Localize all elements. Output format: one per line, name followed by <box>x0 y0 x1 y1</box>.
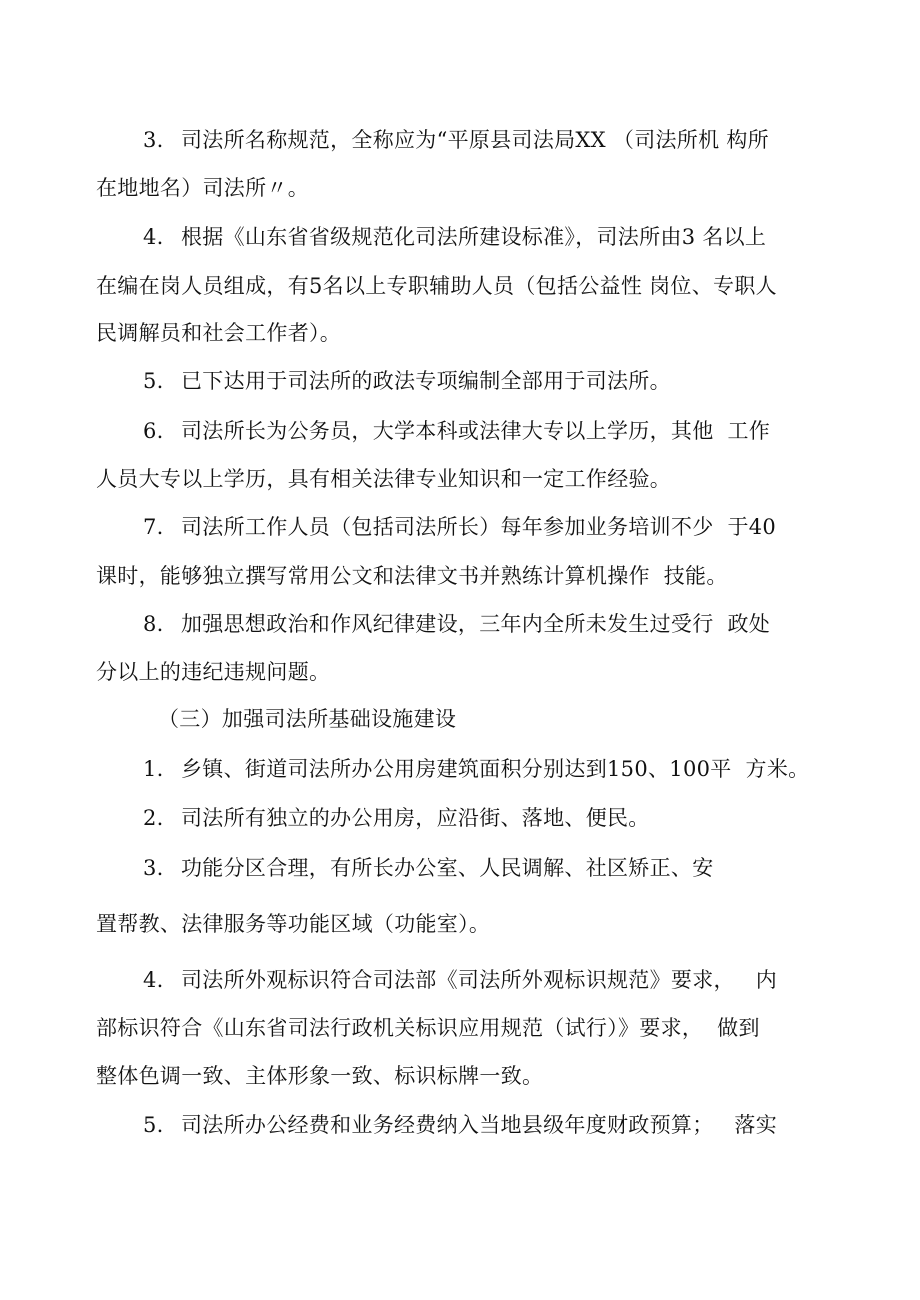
item-number: 4. <box>143 225 164 249</box>
item-number: 4. <box>143 968 164 992</box>
item-text: 司法所外观标识符合司法部《司法所外观标识规范》要求， 内 <box>181 968 778 992</box>
item-number: 1. <box>143 757 164 781</box>
list-item <box>143 416 770 446</box>
item-number: 3. <box>143 128 164 152</box>
item-text: 根据《山东省省级规范化司法所建设标准》，司法所由3 名以上 <box>181 225 767 249</box>
item-text-continuation: 部标识符合《山东省司法行政机关标识应用规范（试行）》要求， 做到 <box>96 1016 760 1040</box>
item-text: 已下达用于司法所的政法专项编制全部用于司法所。 <box>181 369 671 393</box>
list-item <box>143 125 769 155</box>
item-text: 司法所名称规范，全称应为“平原县司法局XX （司法所机 构所 <box>181 128 769 152</box>
item-text-continuation: 民调解员和社会工作者）。 <box>96 321 342 345</box>
item-text-continuation: 课时，能够独立撰写常用公文和法律文书并熟练计算机操作 技能。 <box>96 564 728 588</box>
list-item <box>143 1110 777 1140</box>
list-item <box>143 366 671 396</box>
item-text-continuation: 在地地名）司法所〃。 <box>96 176 309 200</box>
item-text-continuation: 在编在岗人员组成，有5名以上专职辅助人员（包括公益性 岗位、专职人 <box>96 274 777 298</box>
section-heading: （三）加强司法所基础设施建设 <box>158 707 457 731</box>
item-text-continuation: 整体色调一致、主体形象一致、标识标牌一致。 <box>96 1064 544 1088</box>
list-item <box>143 222 766 252</box>
item-number: 5. <box>143 1113 164 1137</box>
list-item <box>143 609 770 639</box>
item-number: 7. <box>143 515 164 539</box>
item-number: 2. <box>143 806 164 830</box>
item-text-continuation: 分以上的违纪违规问题。 <box>96 660 331 684</box>
item-text: 加强思想政治和作风纪律建设，三年内全所未发生过受行 政处 <box>181 612 771 636</box>
item-number: 6. <box>143 419 164 443</box>
item-number: 5. <box>143 369 164 393</box>
item-number: 3. <box>143 856 164 880</box>
item-text: 司法所办公经费和业务经费纳入当地县级年度财政预算； 落实 <box>181 1113 778 1137</box>
list-item <box>143 512 776 542</box>
item-number: 8. <box>143 612 164 636</box>
list-item <box>143 803 650 833</box>
item-text: 乡镇、街道司法所办公用房建筑面积分别达到150、100平 方米。 <box>181 757 810 781</box>
item-text: 功能分区合理，有所长办公室、人民调解、社区矫正、安 <box>181 856 714 880</box>
item-text: 司法所有独立的办公用房，应沿街、落地、便民。 <box>181 806 650 830</box>
list-item <box>143 754 809 784</box>
item-text-continuation: 人员大专以上学历，具有相关法律专业知识和一定工作经验。 <box>96 467 672 491</box>
list-item <box>143 965 777 995</box>
item-text: 司法所长为公务员，大学本科或法律大专以上学历，其他 工作 <box>181 419 771 443</box>
item-text-continuation: 置帮教、法律服务等功能区域（功能室）。 <box>96 912 491 936</box>
item-text: 司法所工作人员（包括司法所长）每年参加业务培训不少 于40 <box>181 515 777 539</box>
list-item <box>143 853 714 883</box>
